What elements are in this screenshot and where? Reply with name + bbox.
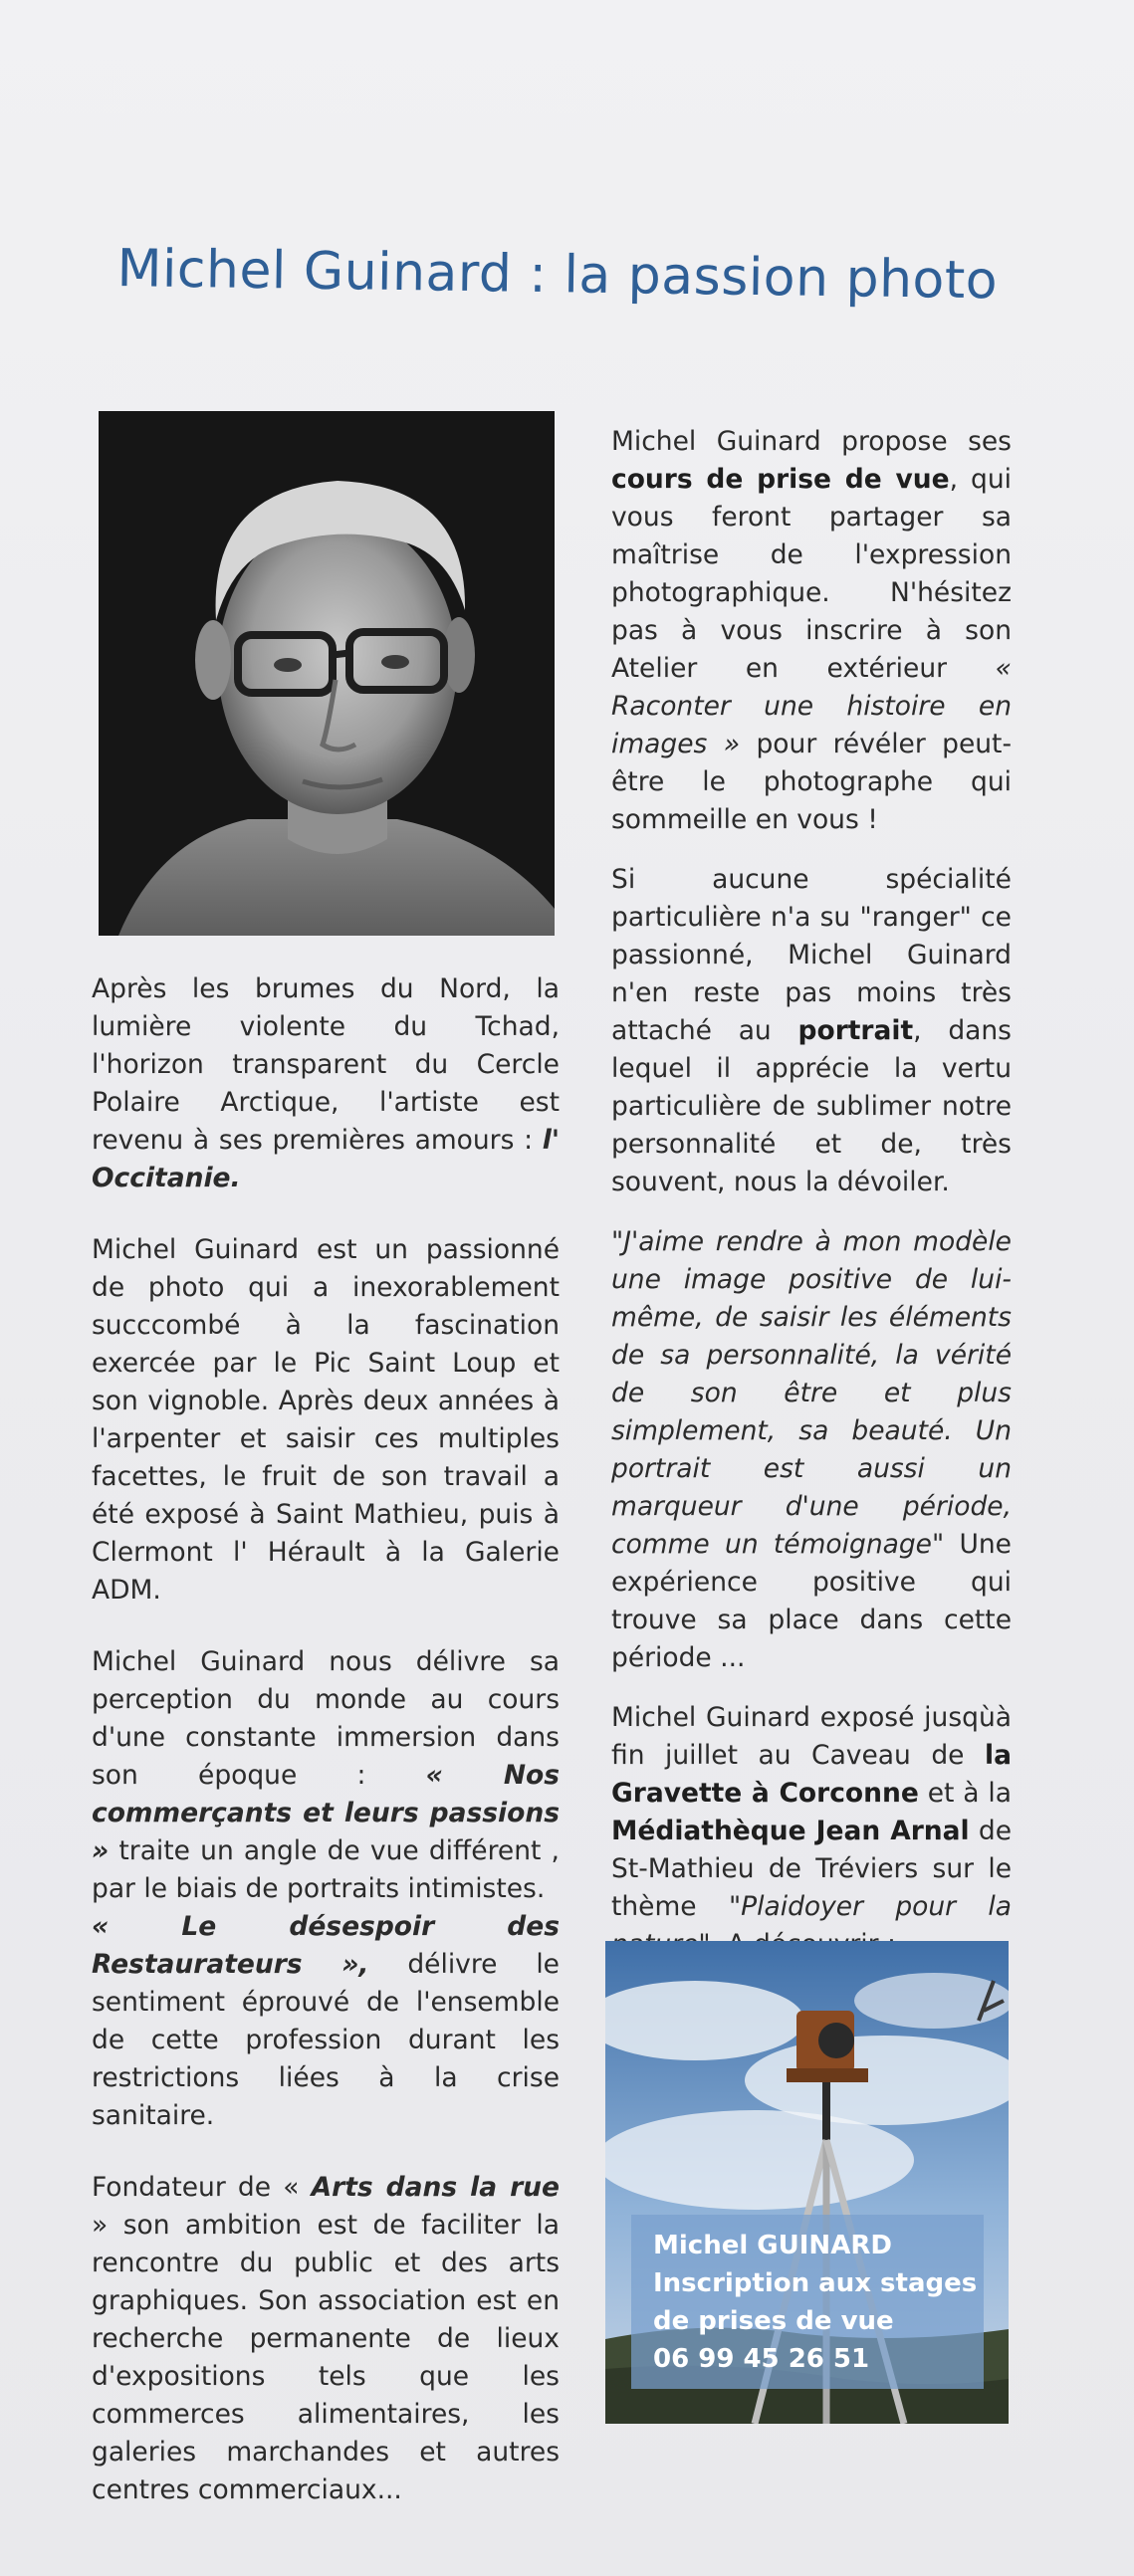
association-text-b: » son ambition est de faciliter la rencontre du public et des arts graphiques. Son association est en recherche permanente de lieux d'expositions tels que les commerces alimentaires, les galeries marchandes et autres centres commerciaux... (92, 2210, 560, 2505)
series-title-commercants: « Nos commerçants et leurs passions » (92, 1760, 560, 1866)
series-text-c: délivre le sentiment éprouvé de l'ensemble de cette profession durant les restrictions liées à la crise sanitaire. (92, 1949, 560, 2131)
courses-title: cours de prise de vue (611, 464, 950, 495)
exhibition-text-a: Michel Guinard exposé jusqùà fin juillet au Caveau de (611, 1702, 1012, 1771)
paragraph-intro (92, 970, 560, 1197)
series-title-restaurateurs: « Le désespoir des Restaurateurs », (92, 1911, 560, 1980)
portrait-photo (99, 411, 555, 936)
series-text-b: traite un angle de vue différent , par le biais de portraits intimistes. (92, 1835, 560, 1904)
right-column (611, 423, 1012, 2045)
paragraph-series (92, 1643, 560, 2135)
artist-quote: "J'aime rendre à mon modèle une image positive de lui-même, de saisir les éléments de sa personnalité, la vérité de son être et plus simplement, sa beauté. Un portrait est aussi un marqueur d'une période, comme un témoignage" (611, 1226, 1012, 1560)
venue-gravette: la Gravette à Corconne (611, 1740, 1012, 1809)
association-name: Arts dans la rue (311, 2172, 560, 2203)
stage-name: Michel GUINARD (653, 2231, 892, 2260)
portrait-illustration (99, 411, 555, 936)
courses-text-b: , qui vous feront partager sa maîtrise de l'expression photographique. N'hésitez pas à vous inscrire à son Atelier en extérieur (611, 464, 1013, 684)
paragraph-portrait (611, 861, 1012, 1201)
intro-text: Après les brumes du Nord, la lumière violente du Tchad, l'horizon transparent du Cercle Polaire Arctique, l'artiste est revenu à ses premières amours : (92, 973, 560, 1156)
paragraph-exhibition (611, 1699, 1012, 1964)
left-column (92, 970, 560, 2543)
portrait-text-b: , dans lequel il apprécie la vertu particulière de sublimer notre personnalité et de, très souvent, nous la dévoiler. (611, 1015, 1012, 1197)
atelier-title: « Raconter une histoire en images » (611, 653, 1012, 759)
portrait-keyword: portrait (797, 1015, 914, 1046)
courses-text-a: Michel Guinard propose ses (611, 426, 1012, 457)
exhibition-text-b: et à la (927, 1778, 1012, 1809)
paragraph-association (92, 2169, 560, 2509)
stage-line-inscription: Inscription aux stages (653, 2268, 978, 2298)
page-title: Michel Guinard : la passion photo (116, 239, 999, 312)
stage-info-box (631, 2215, 984, 2389)
association-text-a: Fondateur de « (92, 2172, 300, 2203)
stage-line-prises-de-vue: de prises de vue (653, 2306, 894, 2336)
courses-text-c: pour révéler peut-être le photographe qui sommeille en vous ! (611, 729, 1012, 835)
exhibition-text-c: de St-Mathieu de Tréviers sur le thème (611, 1816, 1012, 1922)
portrait-text-a: Si aucune spécialité particulière n'a su "ranger" ce passionné, Michel Guinard n'en reste pas moins très attaché au (611, 864, 1012, 1046)
quote-followup: Une expérience positive qui trouve sa place dans cette période ... (611, 1529, 1012, 1673)
exhibition-theme: "Plaidoyer pour la (728, 1891, 1012, 1922)
occitanie-text: l' Occitanie. (92, 1125, 560, 1193)
paragraph-quote (611, 1223, 1012, 1677)
stage-phone[interactable]: 06 99 45 26 51 (653, 2344, 870, 2374)
paragraph-courses (611, 423, 1012, 839)
series-text-a: Michel Guinard nous délivre sa perception du monde au cours d'une constante immersion dans son époque : (92, 1646, 560, 1791)
paragraph-pic-saint-loup: Michel Guinard est un passionné de photo qui a inexorablement succcombé à la fascination exercée par le Pic Saint Loup et son vignoble. Après deux années à l'arpenter et saisir ces multiples facettes, le fruit de son travail a été exposé à Saint Mathieu, puis à Clermont l' Hérault à la Galerie ADM. (92, 1234, 560, 1606)
stage-advert (605, 1941, 1009, 2424)
venue-mediatheque: Médiathèque Jean Arnal (611, 1816, 970, 1846)
